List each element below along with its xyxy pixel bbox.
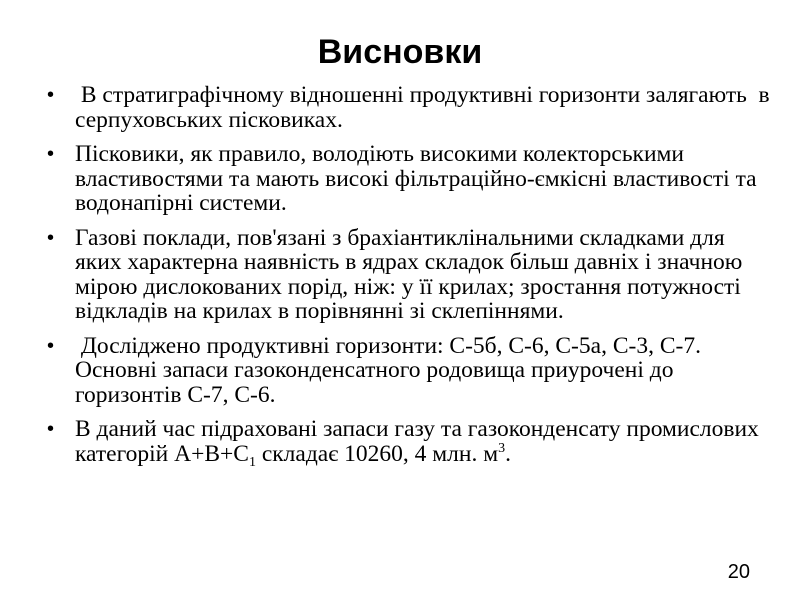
bullet-text: В стратиграфічному відношенні продуктивні горизонти залягають в серпуховських пісковиках. — [75, 82, 776, 133]
unit-superscript: 3 — [498, 440, 506, 456]
bullet-text-before: В даний час підраховані запаси газу та газоконденсату промислових категорій А+В+С — [75, 416, 765, 467]
bullet-item — [44, 416, 774, 470]
bullet-text: Газові поклади, пов'язані з брахіантиклінальними складками для яких характерна наявність в ядрах складок більш давніх і значною мірою дислокованих порід, ніж: у її крилах; зростання потужності відкладів на крилах в порівнянні зі склепіннями. — [75, 224, 749, 324]
bullet-item — [44, 83, 774, 132]
bullet-item — [44, 142, 774, 216]
bullet-item — [44, 334, 774, 408]
bullet-item — [44, 226, 774, 324]
category-subscript: 1 — [248, 454, 256, 470]
bullet-icon: • — [47, 143, 55, 165]
bullet-icon: • — [47, 84, 55, 106]
page-number: 20 — [727, 561, 750, 583]
bullet-text: Досліджено продуктивні горизонти: С-5б, С-6, С-5а, С-3, С-7. Основні запаси газоконденсатного родовища приурочені до горизонтів С-7, С-6. — [75, 332, 713, 408]
slide-title: Висновки — [317, 33, 483, 71]
bullet-text: Пісковики, як правило, володіють високими колекторськими властивостями та мають високі фільтраційно-ємкісні властивості та водонапірні системи. — [75, 141, 763, 216]
bullet-text — [75, 416, 765, 470]
bullet-icon: • — [47, 226, 55, 249]
bullet-list — [44, 83, 774, 476]
bullet-icon: • — [47, 334, 55, 357]
bullet-text-middle: складає 10260, 4 млн. м — [255, 440, 499, 467]
bullet-text-after: . — [505, 440, 511, 467]
bullet-icon: • — [47, 418, 55, 440]
